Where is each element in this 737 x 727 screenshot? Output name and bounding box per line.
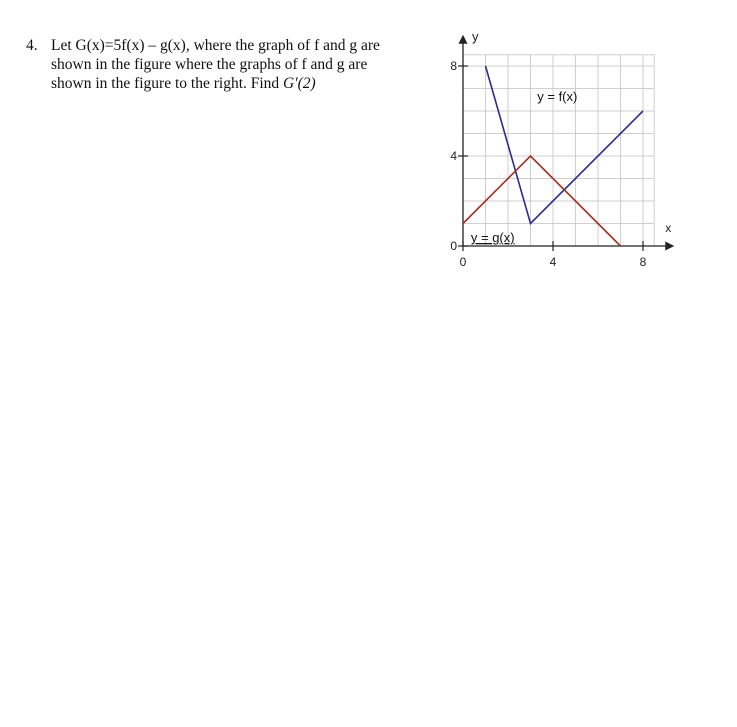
problem-line-1: Let G(x)=5f(x) – g(x), where the graph of f and g are (51, 37, 380, 54)
x-tick-label: 0 (459, 255, 467, 269)
problem-line-3-text: shown in the figure to the right. Find (51, 75, 284, 92)
y-axis-arrow (459, 35, 468, 44)
problem-line-2: shown in the figure where the graphs of f and g are (51, 56, 368, 73)
problem-line-3 (51, 74, 426, 93)
y-tick-label: 0 (450, 239, 457, 253)
problem-text (51, 36, 426, 93)
series-label-f: y = f(x) (537, 88, 578, 104)
x-axis-arrow (665, 242, 674, 251)
problem-math-expression: G′(2) (283, 75, 316, 92)
y-tick-label: 4 (450, 149, 457, 163)
graph-figure (440, 28, 680, 288)
x-tick-label: 8 (639, 255, 647, 269)
problem-statement (26, 36, 426, 93)
series-label-g: y = g(x) (470, 230, 515, 245)
problem-number: 4. (26, 37, 38, 54)
y-tick-label: 8 (450, 59, 457, 73)
x-axis-label: x (665, 221, 672, 235)
x-tick-label: 4 (549, 255, 557, 269)
y-axis-label: y (472, 28, 479, 44)
